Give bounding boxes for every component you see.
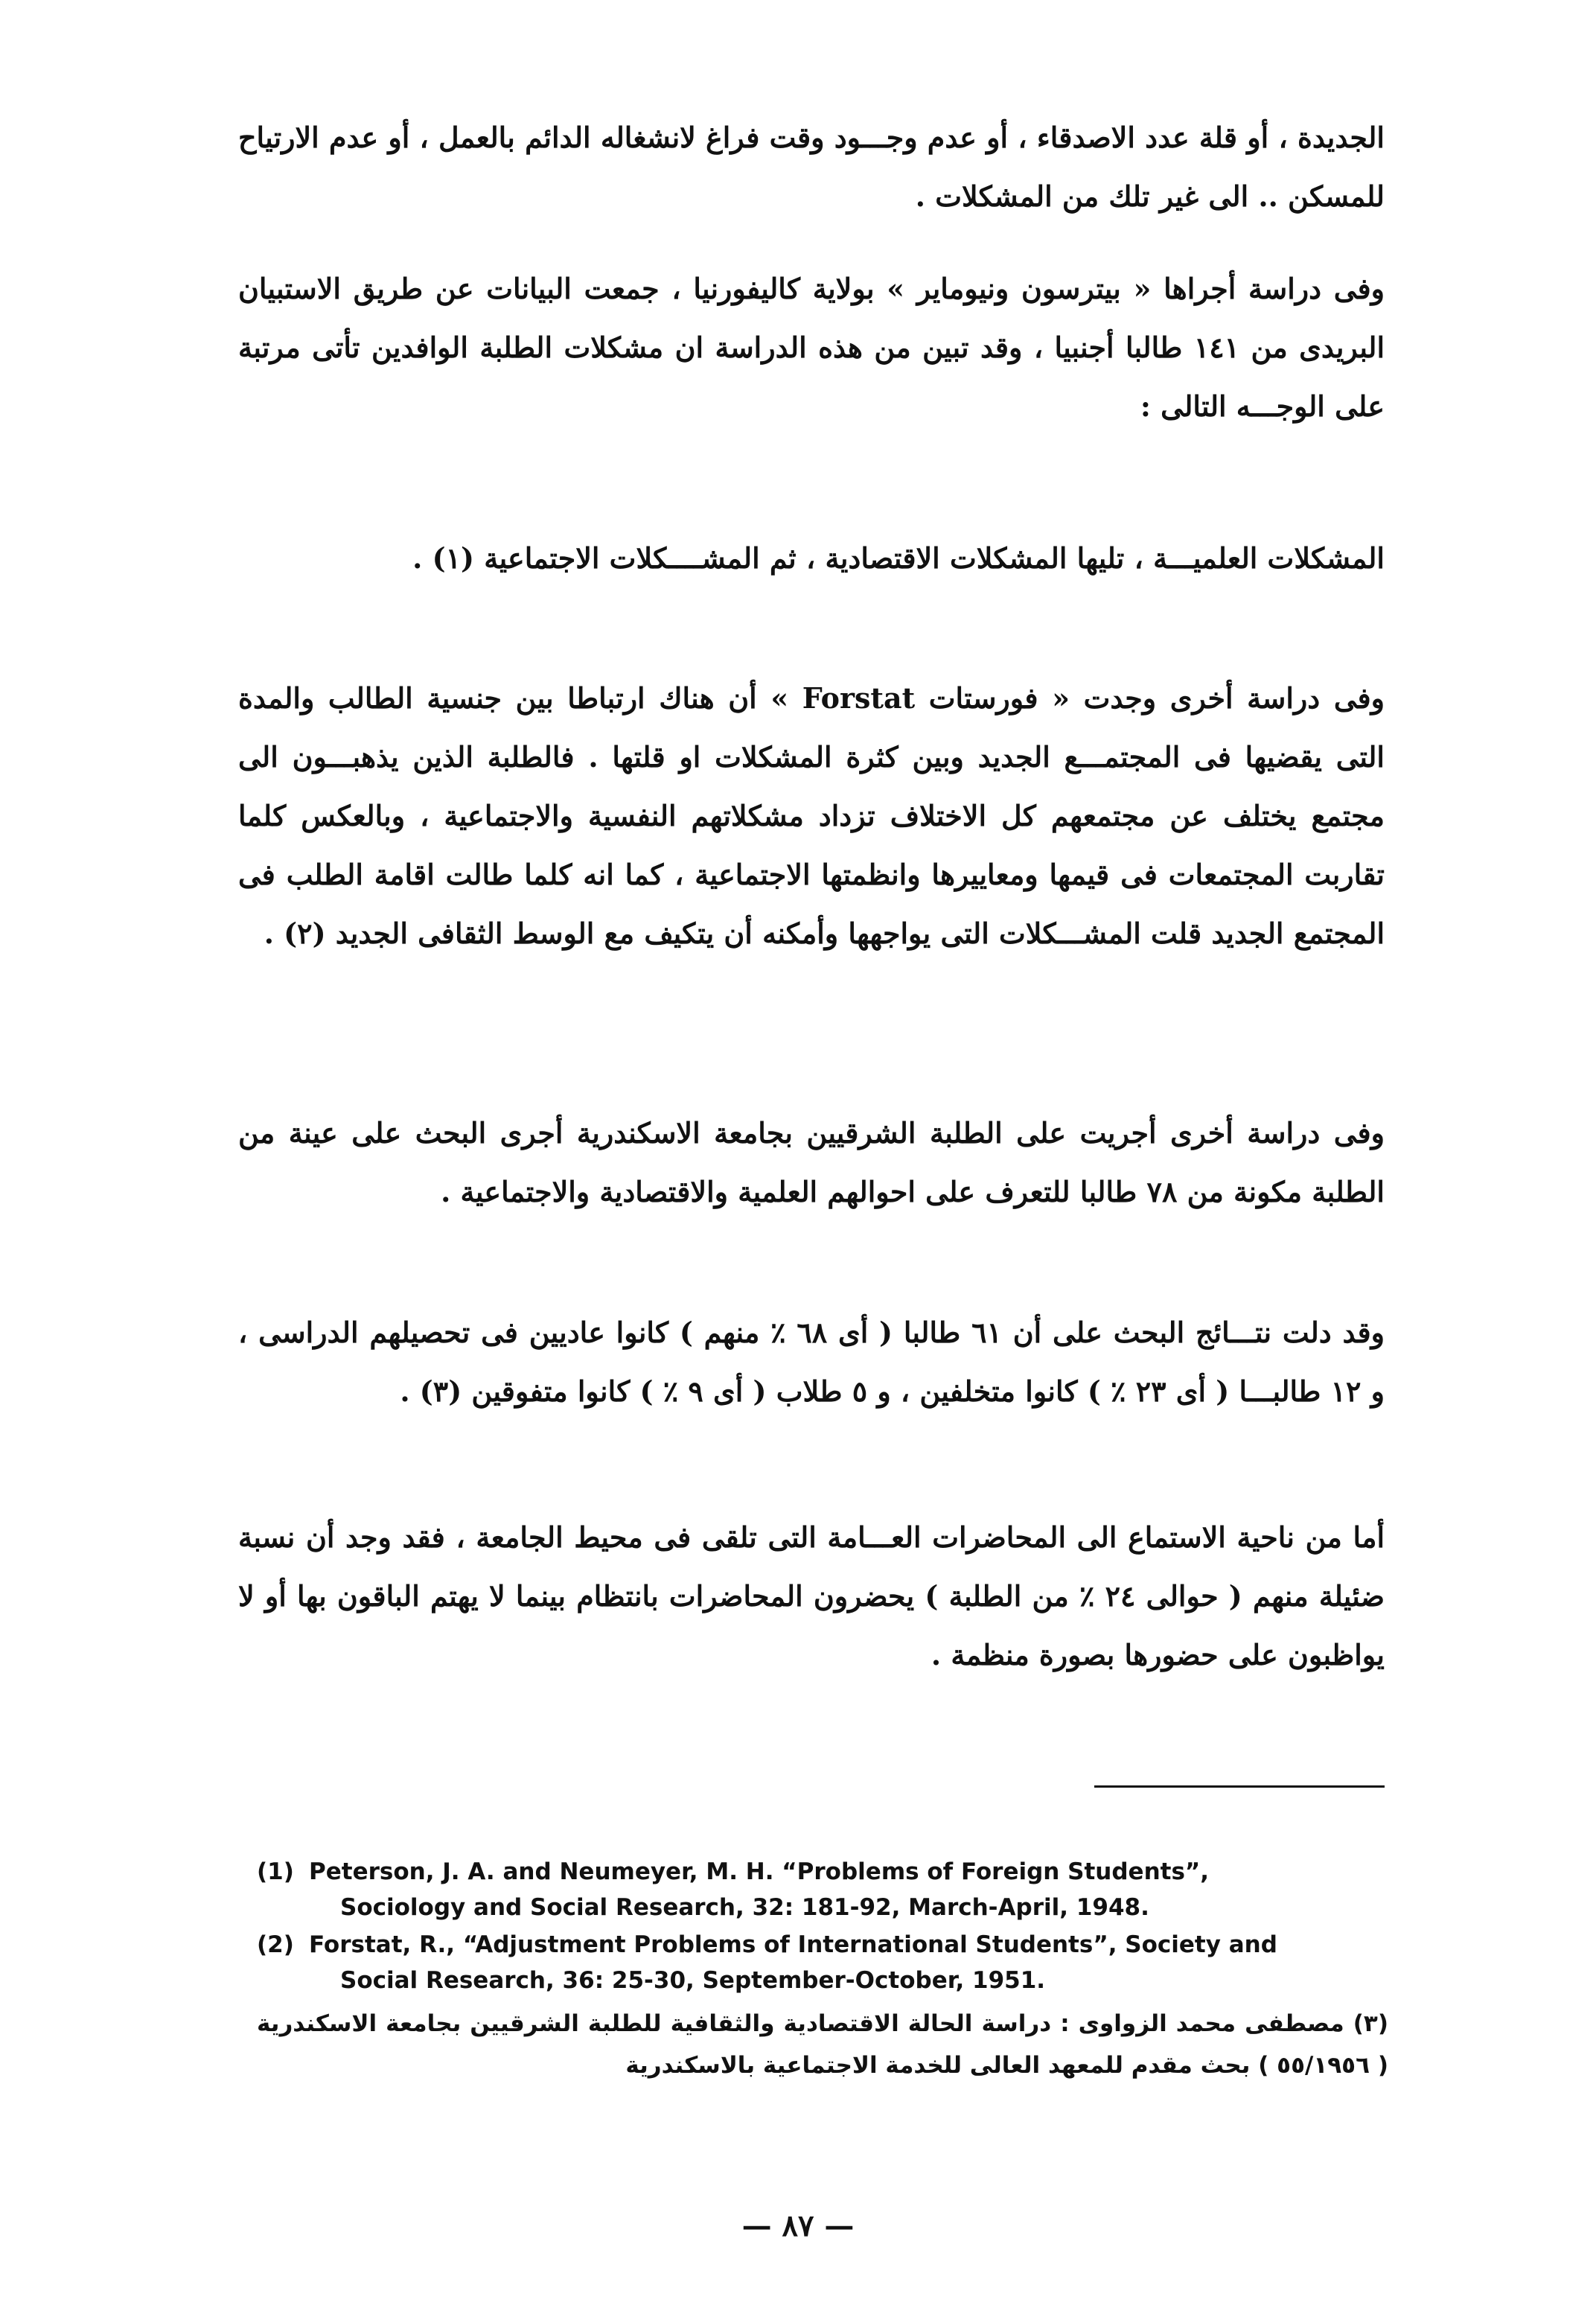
footnote-2-line-2: Social Research, 36: 25-30, September-October, 1951.: [340, 1967, 1046, 1994]
footnote-2: [257, 1927, 1388, 1998]
footnote-1-number: (1): [257, 1858, 294, 1885]
footnote-1-line-1: Peterson, J. A. and Neumeyer, M. H. “Problems of Foreign Students”,: [309, 1858, 1210, 1885]
paragraph-5: وفى دراسة أخرى أجريت على الطلبة الشرقيين بجامعة الاسكندرية أجرى البحث على عينة من الطلبة مكونة من ٧٨ طالبا للتعرف على احوالهم العلمية والاقتصادية والاجتماعية .: [238, 1116, 1385, 1208]
footnote-1: [257, 1854, 1388, 1925]
paragraph-2: وفى دراسة أجراها « بيترسون ونيوماير » بولاية كاليفورنيا ، جمعت البيانات عن طريق الاستبيان البريدى من ١٤١ طالبا أجنبيا ، وقد تبين من هذه الدراسة ان مشكلات الطلبة الوافدين تأتى مرتبة على الوجـــه التالى :: [238, 272, 1385, 423]
footnote-2-line-1: Forstat, R., “Adjustment Problems of International Students”, Society and: [309, 1931, 1277, 1958]
paragraph-4: وفى دراسة أخرى وجدت « فورستات Forstat » أن هناك ارتباطا بين جنسية الطالب والمدة التى يقضيها فى المجتمـــع الجديد وبين كثرة المشكلات او قلتها . فالطلبة الذين يذهبـــون الى مجتمع يختلف عن مجتمعهم كل الاختلاف تزداد مشكلاتهم النفسية والاجتماعية ، وبالعكس كلما تقاربت المجتمعات فى قيمها ومعاييرها وانظمتها الاجتماعية ، كما انه كلما طالت اقامة الطلب فى المجتمع الجديد قلت المشـــكلات التى يواجهها وأمكنه أن يتكيف مع الوسط الثقافى الجديد (٢) .: [238, 681, 1385, 950]
paragraph-1: الجديدة ، أو قلة عدد الاصدقاء ، أو عدم وجـــود وقت فراغ لانشغاله الدائم بالعمل ، أو عدم الارتياح للمسكن .. الى غير تلك من المشكلات .: [238, 121, 1385, 213]
page-number: — ٨٧ —: [741, 2208, 855, 2243]
footnote-1-line-2: Sociology and Social Research, 32: 181-92, March-April, 1948.: [340, 1894, 1149, 1921]
paragraph-3: المشكلات العلميـــة ، تليها المشكلات الاقتصادية ، ثم المشــــكلات الاجتماعية (١) .: [412, 541, 1385, 575]
footnote-2-number: (2): [257, 1931, 294, 1958]
paragraph-6: وقد دلت نتـــائج البحث على أن ٦١ طالبا ( أى ٦٨ ٪ منهم ) كانوا عاديين فى تحصيلهم الدراسى ، و ١٢ طالبـــا ( أى ٢٣ ٪ ) كانوا متخلفين ، و ٥ طلاب ( أى ٩ ٪ ) كانوا متفوقين (٣) .: [238, 1316, 1385, 1408]
footnote-3: (٣) مصطفى محمد الزواوى : دراسة الحالة الاقتصادية والثقافية للطلبة الشرقيين بجامعة الاسكندرية ( ٥٥/١٩٥٦ ) بحث مقدم للمعهد العالى للخدمة الاجتماعية بالاسكندرية: [257, 2010, 1388, 2079]
paragraph-7: أما من ناحية الاستماع الى المحاضرات العـــامة التى تلقى فى محيط الجامعة ، فقد وجد أن نسبة ضئيلة منهم ( حوالى ٢٤ ٪ من الطلبة ) يحضرون المحاضرات بانتظام بينما لا يهتم الباقون بها أو لا يواظبون على حضورها بصورة منظمة .: [238, 1520, 1385, 1672]
footnote-separator: [1094, 1785, 1385, 1788]
